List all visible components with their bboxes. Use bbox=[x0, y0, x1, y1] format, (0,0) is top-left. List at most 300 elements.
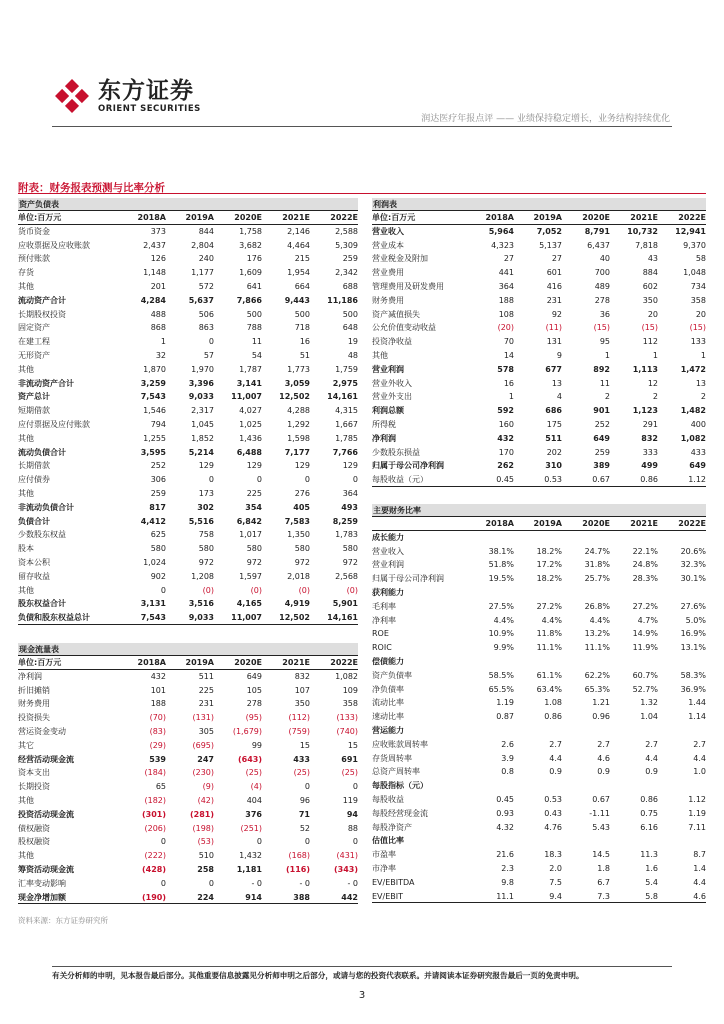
row-value: 9,443 bbox=[284, 295, 310, 305]
row-value: 0 bbox=[304, 782, 310, 792]
row-value: 358 bbox=[342, 699, 358, 709]
row-value bbox=[562, 655, 610, 669]
row-value: 0.67 bbox=[592, 475, 610, 485]
row-value: 1,954 bbox=[287, 268, 310, 278]
row-value: (20) bbox=[497, 323, 514, 333]
table-row bbox=[372, 600, 706, 614]
row-value bbox=[514, 724, 562, 738]
row-value: 36 bbox=[599, 309, 610, 319]
table-title: 利润表 bbox=[372, 198, 706, 211]
row-value: 262 bbox=[497, 461, 514, 471]
row-value: 510 bbox=[198, 851, 214, 861]
row-value: 1,082 bbox=[335, 671, 358, 681]
row-value: 11,007 bbox=[231, 392, 262, 402]
row-value: 0 bbox=[352, 782, 358, 792]
table-row bbox=[18, 239, 358, 253]
row-value: (4) bbox=[250, 782, 262, 792]
row-value: 832 bbox=[294, 671, 310, 681]
row-value: 1,759 bbox=[335, 364, 358, 374]
row-value: 0.96 bbox=[592, 712, 610, 722]
year-header: 2020E bbox=[582, 213, 610, 222]
row-value: 649 bbox=[246, 671, 262, 681]
table-row bbox=[18, 570, 358, 584]
orient-logo-icon bbox=[52, 76, 92, 116]
row-value: 432 bbox=[497, 433, 514, 443]
row-value: 9,033 bbox=[188, 613, 214, 623]
row-label: 其它 bbox=[18, 740, 34, 750]
row-label: EV/EBIT bbox=[372, 891, 404, 901]
row-value: 5,516 bbox=[188, 516, 214, 526]
row-value: 580 bbox=[150, 544, 166, 554]
row-value: 2,588 bbox=[335, 226, 358, 236]
row-value bbox=[610, 779, 658, 793]
row-value: 8,791 bbox=[584, 226, 610, 236]
row-value: (251) bbox=[240, 823, 262, 833]
row-value: (25) bbox=[245, 768, 262, 778]
table-row bbox=[18, 739, 358, 753]
row-value: 580 bbox=[294, 544, 310, 554]
row-value: 12,502 bbox=[279, 392, 310, 402]
row-label: 资本公积 bbox=[18, 557, 50, 567]
row-value: 27.2% bbox=[536, 601, 562, 611]
row-value: 188 bbox=[498, 295, 514, 305]
row-value: 9,033 bbox=[188, 392, 214, 402]
year-header: 2022E bbox=[678, 519, 706, 528]
row-label: 筹资活动现金流 bbox=[18, 864, 74, 874]
row-value: 4,323 bbox=[491, 240, 514, 250]
row-value: 4.4% bbox=[541, 615, 562, 625]
row-value: 580 bbox=[246, 544, 262, 554]
row-value bbox=[610, 655, 658, 669]
row-value: 1 bbox=[652, 350, 658, 360]
table-row bbox=[18, 515, 358, 529]
year-header: 2021E bbox=[630, 519, 658, 528]
row-value: 1.19 bbox=[496, 698, 514, 708]
row-value: 94 bbox=[346, 809, 358, 819]
footer-divider bbox=[52, 966, 672, 967]
row-value: 5,214 bbox=[188, 447, 214, 457]
row-value: 7,543 bbox=[140, 613, 166, 623]
row-value: 11.3 bbox=[640, 850, 658, 860]
row-value: 884 bbox=[642, 268, 658, 278]
row-value: 231 bbox=[198, 699, 214, 709]
row-value bbox=[514, 531, 562, 545]
row-value: 1.8 bbox=[597, 863, 610, 873]
row-label: 流动负债合计 bbox=[18, 447, 66, 457]
row-value: (53) bbox=[197, 837, 214, 847]
row-value: (206) bbox=[144, 823, 166, 833]
row-value: 433 bbox=[690, 447, 706, 457]
row-value: 27 bbox=[551, 254, 562, 264]
row-value: 592 bbox=[497, 406, 514, 416]
row-value: 58.5% bbox=[488, 670, 514, 680]
row-value: 1.0 bbox=[693, 767, 706, 777]
row-value bbox=[466, 834, 514, 848]
row-value: 65 bbox=[155, 782, 166, 792]
row-value: 1,255 bbox=[143, 433, 166, 443]
row-value: 539 bbox=[149, 754, 166, 764]
row-value: 3,595 bbox=[140, 447, 166, 457]
row-value: 0.53 bbox=[544, 794, 562, 804]
year-header: 2021E bbox=[630, 213, 658, 222]
row-value: 11,007 bbox=[231, 613, 262, 623]
year-header: 2018A bbox=[485, 213, 514, 222]
row-value: 400 bbox=[690, 419, 706, 429]
table-row bbox=[18, 891, 358, 905]
row-value: 1,436 bbox=[239, 433, 262, 443]
row-value: 4,288 bbox=[287, 406, 310, 416]
row-value: (0) bbox=[346, 585, 358, 595]
row-value: 0.86 bbox=[544, 712, 562, 722]
table-row bbox=[18, 252, 358, 266]
row-label: 营业费用 bbox=[372, 268, 404, 278]
row-value: 2.0 bbox=[549, 863, 562, 873]
row-value: 160 bbox=[498, 419, 514, 429]
row-value: 1,970 bbox=[191, 364, 214, 374]
row-value: 1,787 bbox=[239, 364, 262, 374]
row-value: 310 bbox=[545, 461, 562, 471]
row-value: (11) bbox=[545, 323, 562, 333]
row-value: (25) bbox=[293, 768, 310, 778]
year-header: 2022E bbox=[330, 658, 358, 667]
row-value: 175 bbox=[546, 419, 562, 429]
row-label: 存货 bbox=[18, 268, 34, 278]
table-row bbox=[372, 225, 706, 239]
row-label: 其他 bbox=[18, 488, 34, 498]
row-value: 0.75 bbox=[640, 808, 658, 818]
table-row bbox=[372, 821, 706, 835]
table-row bbox=[18, 780, 358, 794]
table-row bbox=[372, 239, 706, 253]
row-value bbox=[514, 655, 562, 669]
row-value: 95 bbox=[599, 337, 610, 347]
row-value: 914 bbox=[245, 892, 262, 902]
table-row bbox=[18, 321, 358, 335]
table-row bbox=[18, 753, 358, 767]
row-value: 0 bbox=[256, 475, 262, 485]
row-value: 278 bbox=[246, 699, 262, 709]
table-row bbox=[18, 363, 358, 377]
row-value: 27.2% bbox=[632, 601, 658, 611]
row-value: 40 bbox=[599, 254, 610, 264]
row-value: 105 bbox=[246, 685, 262, 695]
row-label: 其他 bbox=[18, 851, 34, 861]
row-value: 580 bbox=[198, 544, 214, 554]
row-value: 224 bbox=[197, 892, 214, 902]
table-row bbox=[18, 808, 358, 822]
row-value: (184) bbox=[144, 768, 166, 778]
row-label: 净利润 bbox=[372, 433, 396, 443]
row-value: 71 bbox=[298, 809, 310, 819]
table-row bbox=[18, 556, 358, 570]
row-value: 0.9 bbox=[597, 767, 610, 777]
row-value: 15 bbox=[299, 740, 310, 750]
row-value: 99 bbox=[251, 740, 262, 750]
table-row bbox=[372, 683, 706, 697]
table-row bbox=[18, 597, 358, 611]
row-value: 404 bbox=[246, 795, 262, 805]
table-row bbox=[18, 390, 358, 404]
row-value: 0.45 bbox=[496, 475, 514, 485]
table-row bbox=[372, 848, 706, 862]
row-value: 8,259 bbox=[332, 516, 358, 526]
row-value: 10.9% bbox=[488, 629, 514, 639]
table-row bbox=[372, 473, 706, 487]
row-value: 0.86 bbox=[640, 794, 658, 804]
row-value: 131 bbox=[546, 337, 562, 347]
row-value: 1,758 bbox=[239, 226, 262, 236]
financial-ratios-table bbox=[372, 504, 706, 903]
row-value: 302 bbox=[197, 502, 214, 512]
row-label: 非流动资产合计 bbox=[18, 378, 74, 388]
row-value: 0 bbox=[256, 837, 262, 847]
table-row bbox=[372, 321, 706, 335]
table-row bbox=[18, 877, 358, 891]
row-label: 公允价值变动收益 bbox=[372, 323, 436, 333]
row-value: 27.5% bbox=[488, 601, 514, 611]
row-value bbox=[658, 834, 706, 848]
row-label: 应付票据及应付账款 bbox=[18, 419, 90, 429]
row-value: 5.8 bbox=[645, 891, 658, 901]
row-label: EV/EBITDA bbox=[372, 877, 415, 887]
row-label: 净利润 bbox=[18, 671, 42, 681]
table-row bbox=[372, 876, 706, 890]
row-value: 11.1 bbox=[496, 891, 514, 901]
row-value: 832 bbox=[641, 433, 658, 443]
row-value: 1.44 bbox=[688, 698, 706, 708]
row-value: 364 bbox=[342, 488, 358, 498]
row-value bbox=[466, 531, 514, 545]
row-value: 788 bbox=[246, 323, 262, 333]
row-value: 1,208 bbox=[191, 571, 214, 581]
row-value: 9.9% bbox=[493, 643, 514, 653]
row-value bbox=[610, 586, 658, 600]
row-value: 758 bbox=[198, 530, 214, 540]
table-row bbox=[372, 752, 706, 766]
row-value: 1,123 bbox=[632, 406, 658, 416]
row-value: (0) bbox=[202, 585, 214, 595]
row-label: 其他 bbox=[18, 281, 34, 291]
row-value: 358 bbox=[690, 295, 706, 305]
row-value bbox=[610, 834, 658, 848]
row-value: 6,488 bbox=[236, 447, 262, 457]
row-label: 投资损失 bbox=[18, 713, 50, 723]
row-value: 4,412 bbox=[140, 516, 166, 526]
row-label: 毛利率 bbox=[372, 601, 396, 611]
row-value: 52 bbox=[299, 823, 310, 833]
row-value: 4.4% bbox=[493, 615, 514, 625]
row-value: 3,059 bbox=[284, 378, 310, 388]
row-value: 188 bbox=[150, 699, 166, 709]
row-value: 0 bbox=[208, 878, 214, 888]
row-value: (1,679) bbox=[232, 726, 262, 736]
row-label: 营业外收入 bbox=[372, 378, 412, 388]
row-value: 231 bbox=[546, 295, 562, 305]
row-value: 1 bbox=[700, 350, 706, 360]
table-row bbox=[18, 349, 358, 363]
table-row bbox=[372, 545, 706, 559]
row-value: 901 bbox=[593, 406, 610, 416]
row-value: 20 bbox=[647, 309, 658, 319]
row-value: 972 bbox=[342, 557, 358, 567]
row-value: 388 bbox=[293, 892, 310, 902]
row-value: 13.2% bbox=[584, 629, 610, 639]
row-label: 现金净增加额 bbox=[18, 892, 66, 902]
row-value: (133) bbox=[336, 713, 358, 723]
row-value: (230) bbox=[192, 768, 214, 778]
row-value: 7,766 bbox=[332, 447, 358, 457]
table-row bbox=[18, 725, 358, 739]
row-value: - 0 bbox=[347, 878, 358, 888]
row-value bbox=[658, 531, 706, 545]
year-header: 2022E bbox=[678, 213, 706, 222]
row-value: 30.1% bbox=[680, 574, 706, 584]
year-header: 2018A bbox=[137, 213, 166, 222]
table-row bbox=[18, 684, 358, 698]
row-value: - 0 bbox=[299, 878, 310, 888]
table-row bbox=[18, 225, 358, 239]
row-value: 1,177 bbox=[191, 268, 214, 278]
table-row bbox=[18, 528, 358, 542]
row-value: 22.1% bbox=[632, 546, 658, 556]
row-value: (131) bbox=[192, 713, 214, 723]
row-value: (190) bbox=[141, 892, 166, 902]
row-value: 433 bbox=[293, 754, 310, 764]
row-value: 625 bbox=[150, 530, 166, 540]
row-value: 305 bbox=[198, 726, 214, 736]
row-value: 14 bbox=[503, 350, 514, 360]
table-row bbox=[372, 266, 706, 280]
table-row bbox=[18, 697, 358, 711]
row-label: 每股净资产 bbox=[372, 822, 412, 832]
table-row bbox=[372, 641, 706, 655]
row-label: 利润总额 bbox=[372, 406, 404, 416]
row-value: 500 bbox=[294, 309, 310, 319]
row-value: 2,975 bbox=[332, 378, 358, 388]
row-value: 1.14 bbox=[688, 712, 706, 722]
row-value: 3,131 bbox=[140, 599, 166, 609]
row-value: 291 bbox=[642, 419, 658, 429]
header-spacer bbox=[372, 517, 466, 530]
row-value: 972 bbox=[198, 557, 214, 567]
row-label: 财务费用 bbox=[18, 699, 50, 709]
row-value: 1,292 bbox=[287, 419, 310, 429]
row-value: 306 bbox=[150, 475, 166, 485]
row-value bbox=[466, 779, 514, 793]
table-row bbox=[372, 572, 706, 586]
table-header-row bbox=[18, 656, 358, 670]
row-value: 32 bbox=[155, 350, 166, 360]
table-row bbox=[18, 822, 358, 836]
row-label: 其他 bbox=[372, 350, 388, 360]
row-value: 2,437 bbox=[143, 240, 166, 250]
row-label: 净利率 bbox=[372, 615, 396, 625]
row-value: 1.08 bbox=[544, 698, 562, 708]
table-row bbox=[18, 863, 358, 877]
row-value: 4.4 bbox=[693, 753, 706, 763]
row-value: 259 bbox=[594, 447, 610, 457]
row-label: 偿债能力 bbox=[372, 656, 404, 666]
row-value: 126 bbox=[150, 254, 166, 264]
row-value: 1,045 bbox=[191, 419, 214, 429]
row-value: 405 bbox=[293, 502, 310, 512]
row-label: 估值比率 bbox=[372, 836, 404, 846]
row-value: 376 bbox=[245, 809, 262, 819]
row-value: 16 bbox=[503, 378, 514, 388]
table-row bbox=[18, 446, 358, 460]
row-label: 每股收益 bbox=[372, 794, 404, 804]
row-label: 每股收益（元） bbox=[372, 475, 428, 485]
row-value: 0.93 bbox=[496, 808, 514, 818]
row-value: 7,583 bbox=[284, 516, 310, 526]
row-value: 11.8% bbox=[536, 629, 562, 639]
year-header: 2022E bbox=[330, 213, 358, 222]
logo-chinese-name: 东方证券 bbox=[98, 77, 194, 104]
table-row bbox=[372, 446, 706, 460]
row-value: 4.6 bbox=[597, 753, 610, 763]
row-value: (95) bbox=[245, 713, 262, 723]
row-value: (198) bbox=[192, 823, 214, 833]
row-value: 58.3% bbox=[680, 670, 706, 680]
row-value: 2,317 bbox=[191, 406, 214, 416]
row-value: 3,141 bbox=[236, 378, 262, 388]
row-label: 资产总计 bbox=[18, 392, 50, 402]
row-value: 26.8% bbox=[584, 601, 610, 611]
row-label: 管理费用及研发费用 bbox=[372, 281, 444, 291]
row-value: 1,609 bbox=[239, 268, 262, 278]
row-value: 20.6% bbox=[680, 546, 706, 556]
row-value: 416 bbox=[546, 281, 562, 291]
row-value bbox=[466, 586, 514, 600]
table-row bbox=[18, 308, 358, 322]
row-value: 32.3% bbox=[680, 560, 706, 570]
row-value: 7.3 bbox=[597, 891, 610, 901]
row-value: (29) bbox=[149, 740, 166, 750]
row-value: 276 bbox=[294, 488, 310, 498]
row-value: 2 bbox=[604, 392, 610, 402]
row-value: 11.9% bbox=[632, 643, 658, 653]
row-label: 股东权益合计 bbox=[18, 599, 66, 609]
row-value: (431) bbox=[336, 851, 358, 861]
row-value: 31.8% bbox=[584, 560, 610, 570]
row-value: 489 bbox=[594, 281, 610, 291]
row-value: 62.2% bbox=[584, 670, 610, 680]
row-label: 应付债券 bbox=[18, 475, 50, 485]
row-value: 511 bbox=[545, 433, 562, 443]
row-value: 3,516 bbox=[188, 599, 214, 609]
row-label: 预付账款 bbox=[18, 254, 50, 264]
row-value: 641 bbox=[246, 281, 262, 291]
row-value: 1.12 bbox=[688, 475, 706, 485]
row-value bbox=[562, 834, 610, 848]
row-value: 252 bbox=[150, 461, 166, 471]
row-value: 96 bbox=[299, 795, 310, 805]
row-value bbox=[610, 724, 658, 738]
row-value: 1.32 bbox=[640, 698, 658, 708]
table-row bbox=[18, 377, 358, 391]
row-label: 营业收入 bbox=[372, 546, 404, 556]
row-label: 投资活动现金流 bbox=[18, 809, 74, 819]
row-value: 24.7% bbox=[584, 546, 610, 556]
row-value: 0 bbox=[160, 878, 166, 888]
table-row bbox=[18, 501, 358, 515]
row-value: 364 bbox=[498, 281, 514, 291]
logo-english-name: ORIENT SECURITIES bbox=[98, 103, 201, 114]
row-value: 14,161 bbox=[327, 613, 358, 623]
row-value: 2.6 bbox=[501, 739, 514, 749]
row-value: 902 bbox=[150, 571, 166, 581]
row-value: 201 bbox=[150, 281, 166, 291]
